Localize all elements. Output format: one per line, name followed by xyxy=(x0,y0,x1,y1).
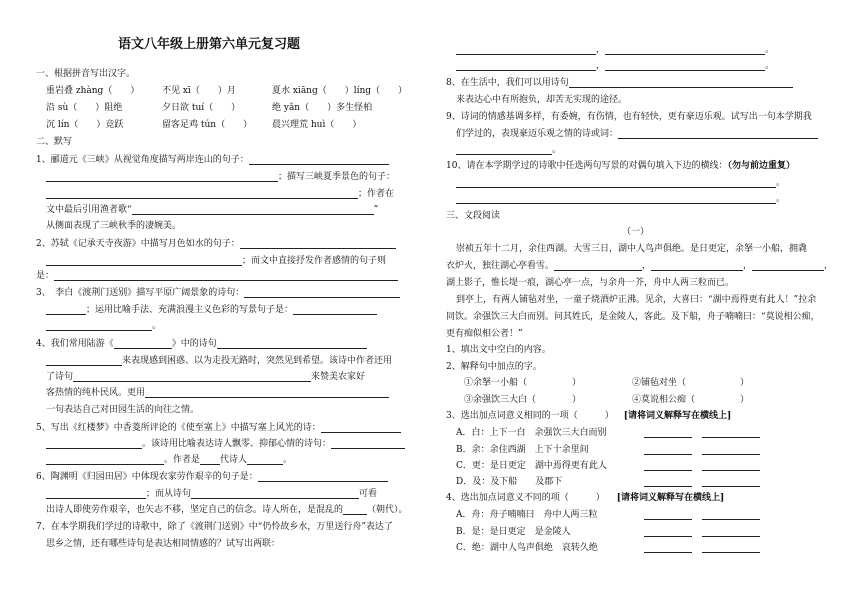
answer-row xyxy=(644,478,760,487)
question-text: 4、我们常用陆游《 xyxy=(36,339,114,349)
answer-blank[interactable] xyxy=(456,179,776,188)
question-text: 可看 xyxy=(359,489,378,499)
answer-blank[interactable] xyxy=(702,544,760,553)
question-text: ；描写三峡夏季景色的句子： xyxy=(278,172,396,182)
question-text: 5、写出《红楼梦》中香菱所评论的《使至塞上》中描写塞上风光的诗： xyxy=(36,423,321,433)
question-1-line-1 xyxy=(36,156,389,165)
answer-blank[interactable] xyxy=(114,340,172,349)
answer-blank[interactable] xyxy=(46,173,278,182)
question-text: （朝代）。 xyxy=(367,505,408,515)
answer-blank[interactable] xyxy=(456,195,776,204)
answer-blank[interactable] xyxy=(456,46,596,55)
pinyin-item: 沿 sù（ ）阻绝 xyxy=(46,103,123,113)
answer-blank[interactable] xyxy=(644,511,692,520)
pinyin-item: 绝 yǎn（ ）多生怪柏 xyxy=(272,103,373,113)
question-text: 10、请在本学期学过的诗歌中任选两句写景的对偶句填入下边的横线： xyxy=(446,161,728,171)
answer-blank[interactable] xyxy=(293,306,377,315)
answer-blank[interactable] xyxy=(644,528,692,537)
option-item: ②铺毡对坐（ ） xyxy=(632,378,750,388)
question-1-line-3 xyxy=(46,190,394,199)
question-text: 们学过的，表现豪迈乐观之情的诗或词： xyxy=(456,129,619,139)
question-note: （勿与前边重复） xyxy=(727,161,795,171)
answer-row xyxy=(644,511,760,520)
answer-blank[interactable] xyxy=(46,306,86,315)
passage-heading: （一） xyxy=(622,227,650,237)
question-text: ” xyxy=(373,205,379,215)
answer-blank[interactable] xyxy=(569,79,793,88)
question-text: ；而文中直接抒发作者感情的句子则 xyxy=(242,256,387,266)
answer-row: ， 。 xyxy=(456,46,774,55)
question-text: 了诗句 xyxy=(46,372,74,382)
pinyin-item: 晨兴理荒 huì（ ） xyxy=(272,120,362,130)
question-text: 9、诗词的情感基调多样，有委婉，有伤情，也有轻快，更有豪迈乐观。试写出一句本学期我 xyxy=(446,112,812,122)
question-4-line-2 xyxy=(46,357,392,366)
question-8-line-1 xyxy=(446,79,793,88)
answer-blank[interactable] xyxy=(618,130,818,139)
answer-blank[interactable] xyxy=(343,506,367,515)
question-text: 。作者是 xyxy=(164,455,201,465)
answer-row xyxy=(644,462,760,471)
question-4-line-3 xyxy=(46,373,365,382)
question-3-heading xyxy=(446,412,731,421)
option-item[interactable]: D．及：及下船 及郡下 xyxy=(456,477,563,487)
answer-row xyxy=(644,429,760,438)
answer-row: 。 xyxy=(456,146,561,155)
question-6-line-1 xyxy=(36,473,388,482)
question-text: 从侧面表现了三峡秋季的凄婉美。 xyxy=(46,221,182,231)
answer-blank[interactable] xyxy=(702,429,760,438)
question-text: 代诗人 xyxy=(220,455,248,465)
section-dictation-heading: 二、默写 xyxy=(36,137,73,147)
answer-row xyxy=(644,544,760,553)
question-3-line-1 xyxy=(36,289,400,298)
answer-row: 。 xyxy=(456,179,785,188)
answer-row: ， 。 xyxy=(456,62,774,71)
answer-blank[interactable] xyxy=(191,490,359,499)
passage-text: 衣炉火，独往湖心亭看雪。 xyxy=(446,261,555,271)
question-text: ；作者在 xyxy=(358,189,395,199)
answer-blank[interactable] xyxy=(644,446,692,455)
answer-blank[interactable] xyxy=(605,62,765,71)
question-2-line-3 xyxy=(36,272,398,281)
question-text: 。该诗用比喻表达诗人飘零、抑郁心情的诗句： xyxy=(142,439,332,449)
question-9-line-2 xyxy=(456,130,818,139)
answer-blank[interactable] xyxy=(644,544,692,553)
question-3-line-2 xyxy=(46,306,377,315)
option-item[interactable]: A．舟：舟子喃喃曰 舟中人两三粒 xyxy=(456,510,598,520)
question-text: 1、郦道元《三峡》从视觉角度描写两岸连山的句子： xyxy=(36,155,249,165)
answer-blank[interactable] xyxy=(702,446,760,455)
question-text: 》中的诗句 xyxy=(171,339,217,349)
answer-blank[interactable] xyxy=(46,357,122,366)
pinyin-item: 不见 xī（ ）月 xyxy=(162,86,236,96)
question-1-line-2 xyxy=(46,173,395,182)
question-text: 来赞美农家好 xyxy=(311,372,366,382)
pinyin-item: 夏水 xiāng（ ）líng（ ） xyxy=(272,86,408,96)
question-text: 4、选出加点词意义不同的项（ ） xyxy=(446,493,605,503)
question-5-line-2 xyxy=(46,440,405,449)
answer-blank[interactable] xyxy=(247,456,283,465)
question-text: 文中最后引用渔者歌“ xyxy=(46,205,132,215)
answer-blank[interactable] xyxy=(249,156,389,165)
question-2-line-1 xyxy=(36,240,396,249)
answer-blank[interactable] xyxy=(46,190,358,199)
question-6-line-2 xyxy=(46,490,377,499)
answer-blank[interactable] xyxy=(702,528,760,537)
option-item[interactable]: B．是：是日更定 是金陵人 xyxy=(456,527,571,537)
answer-blank[interactable] xyxy=(54,272,398,281)
passage-line: 衣炉火，独往湖心亭看雪。 ， ， ， xyxy=(446,261,834,271)
answer-blank[interactable] xyxy=(200,456,220,465)
question-text: 3、选出加点词意义相同的一项（ ） xyxy=(446,411,614,421)
question-4-heading xyxy=(446,494,724,503)
question-text: 思乡之情，还有哪些诗句是表达相同情感的？试写出两联： xyxy=(46,539,281,549)
option-item[interactable]: C．绝：湖中人鸟声俱绝 哀转久绝 xyxy=(456,543,598,553)
option-item: ①余拏一小船（ ） xyxy=(464,378,582,388)
question-text: 出诗人即使劳作艰辛，也矢志不移，坚定自己的信念。诗人所在，是混乱的 xyxy=(46,505,344,515)
question-note: [请将词义解释写在横线上] xyxy=(623,411,732,421)
section-pinyin-heading: 一、根据拼音写出汉字。 xyxy=(36,69,136,79)
option-item[interactable]: A．白：上下一白 余强饮三大白而别 xyxy=(456,428,607,438)
question-text: 来表达心中有所抱负，却苦无实现的途径。 xyxy=(456,95,628,105)
passage-text: 湖上影子，惟长堤一痕，湖心亭一点，与余舟一芥，舟中人两三粒而已。 xyxy=(446,278,735,288)
answer-blank[interactable] xyxy=(244,289,400,298)
answer-blank[interactable] xyxy=(258,473,388,482)
question-text: 6、陶渊明《归园田居》中体现农家劳作艰辛的句子是： xyxy=(36,472,258,482)
answer-blank[interactable] xyxy=(132,206,374,215)
answer-blank[interactable] xyxy=(605,46,765,55)
pinyin-item: 重岩叠 zhàng（ ） xyxy=(46,86,140,96)
question-10-line-1 xyxy=(446,162,795,171)
question-text: 1、填出文中空白的内容。 xyxy=(446,345,551,355)
question-text: 一句表达自己对田园生活的向往之情。 xyxy=(46,405,200,415)
question-text: 是： xyxy=(36,271,55,281)
answer-blank[interactable] xyxy=(46,490,146,499)
answer-blank[interactable] xyxy=(644,478,692,487)
passage-text: 更有痴似相公者！” xyxy=(446,329,523,339)
answer-blank[interactable] xyxy=(46,257,242,266)
section-reading-heading: 三、文段阅读 xyxy=(446,211,501,221)
answer-blank[interactable] xyxy=(752,262,824,271)
answer-blank[interactable] xyxy=(46,440,142,449)
question-text: 来表现感到困惑、以为走投无路时，突然见到希望。该诗中作者还用 xyxy=(122,356,393,366)
answer-blank[interactable] xyxy=(321,424,401,433)
question-text: 8、在生活中，我们可以用诗句 xyxy=(446,78,569,88)
answer-blank[interactable] xyxy=(702,511,760,520)
answer-blank[interactable] xyxy=(240,240,396,249)
passage-text: 崇祯五年十二月，余住西湖。大雪三日，湖中人鸟声俱绝。是日更定，余拏一小船，拥毳 xyxy=(456,244,808,254)
question-text: 客热情的纯朴民风。更用 xyxy=(46,388,146,398)
question-2-line-2 xyxy=(46,257,386,266)
answer-blank[interactable] xyxy=(702,478,760,487)
answer-blank[interactable] xyxy=(644,429,692,438)
answer-blank[interactable] xyxy=(73,373,311,382)
answer-blank[interactable] xyxy=(651,262,743,271)
question-text: ；运用比喻手法、充满浪漫主义色彩的写景句子是： xyxy=(86,305,294,315)
question-text: 3、 李白《渡荆门送别》描写平原广阔景象的诗句： xyxy=(36,288,245,298)
answer-blank[interactable] xyxy=(145,389,389,398)
question-5-line-1 xyxy=(36,424,401,433)
answer-blank[interactable] xyxy=(46,456,164,465)
answer-blank[interactable] xyxy=(554,262,642,271)
question-1-line-4 xyxy=(46,206,378,215)
answer-row: 。 xyxy=(456,195,785,204)
pinyin-item: 夕日欲 tuí（ ） xyxy=(162,103,241,113)
answer-blank[interactable] xyxy=(456,62,596,71)
question-note: [请将词义解释写在横线上] xyxy=(616,493,725,503)
passage-text: 同饮。余强饮三大白而别。问其姓氏，是金陵人，客此。及下船，舟子喃喃曰：“莫说相公痴， xyxy=(446,312,820,322)
answer-row xyxy=(644,528,760,537)
pinyin-item: 沉 lín（ ）竞跃 xyxy=(46,120,124,130)
answer-blank[interactable] xyxy=(46,322,152,331)
answer-blank[interactable] xyxy=(456,146,552,155)
question-text: 2、解释句中加点的字。 xyxy=(446,362,542,372)
question-text: 2、苏轼《记承天寺夜游》中描写月色如水的句子： xyxy=(36,239,240,249)
question-4-line-4 xyxy=(46,389,389,398)
option-item[interactable]: B．余：余住西湖 上下十余里间 xyxy=(456,445,589,455)
question-text: 7、在本学期我们学过的诗歌中，除了《渡荆门送别》中“仍怜故乡水，万里送行舟”表达了 xyxy=(36,522,393,532)
question-3-line-3: 。 xyxy=(46,322,161,331)
option-item: ③余强饮三大白（ ） xyxy=(464,395,582,405)
question-4-line-1 xyxy=(36,340,367,349)
question-text: ；而从诗句 xyxy=(146,489,192,499)
question-6-line-3 xyxy=(46,506,408,515)
passage-text: 到亭上，有两人铺毡对坐，一童子烧酒炉正沸。见余，大喜曰：“湖中焉得更有此人！”拉余 xyxy=(456,295,817,305)
page-title: 语文八年级上册第六单元复习题 xyxy=(118,37,301,52)
question-5-line-3: 。作者是 代诗人 。 xyxy=(46,456,292,465)
option-item[interactable]: C．更：是日更定 湖中焉得更有此人 xyxy=(456,461,607,471)
answer-blank[interactable] xyxy=(702,462,760,471)
answer-blank[interactable] xyxy=(331,440,405,449)
answer-blank[interactable] xyxy=(644,462,692,471)
option-item: ④莫说相公痴（ ） xyxy=(632,395,750,405)
pinyin-item: 留客足鸡 tún（ ） xyxy=(162,120,253,130)
answer-blank[interactable] xyxy=(217,340,367,349)
answer-row xyxy=(644,446,760,455)
